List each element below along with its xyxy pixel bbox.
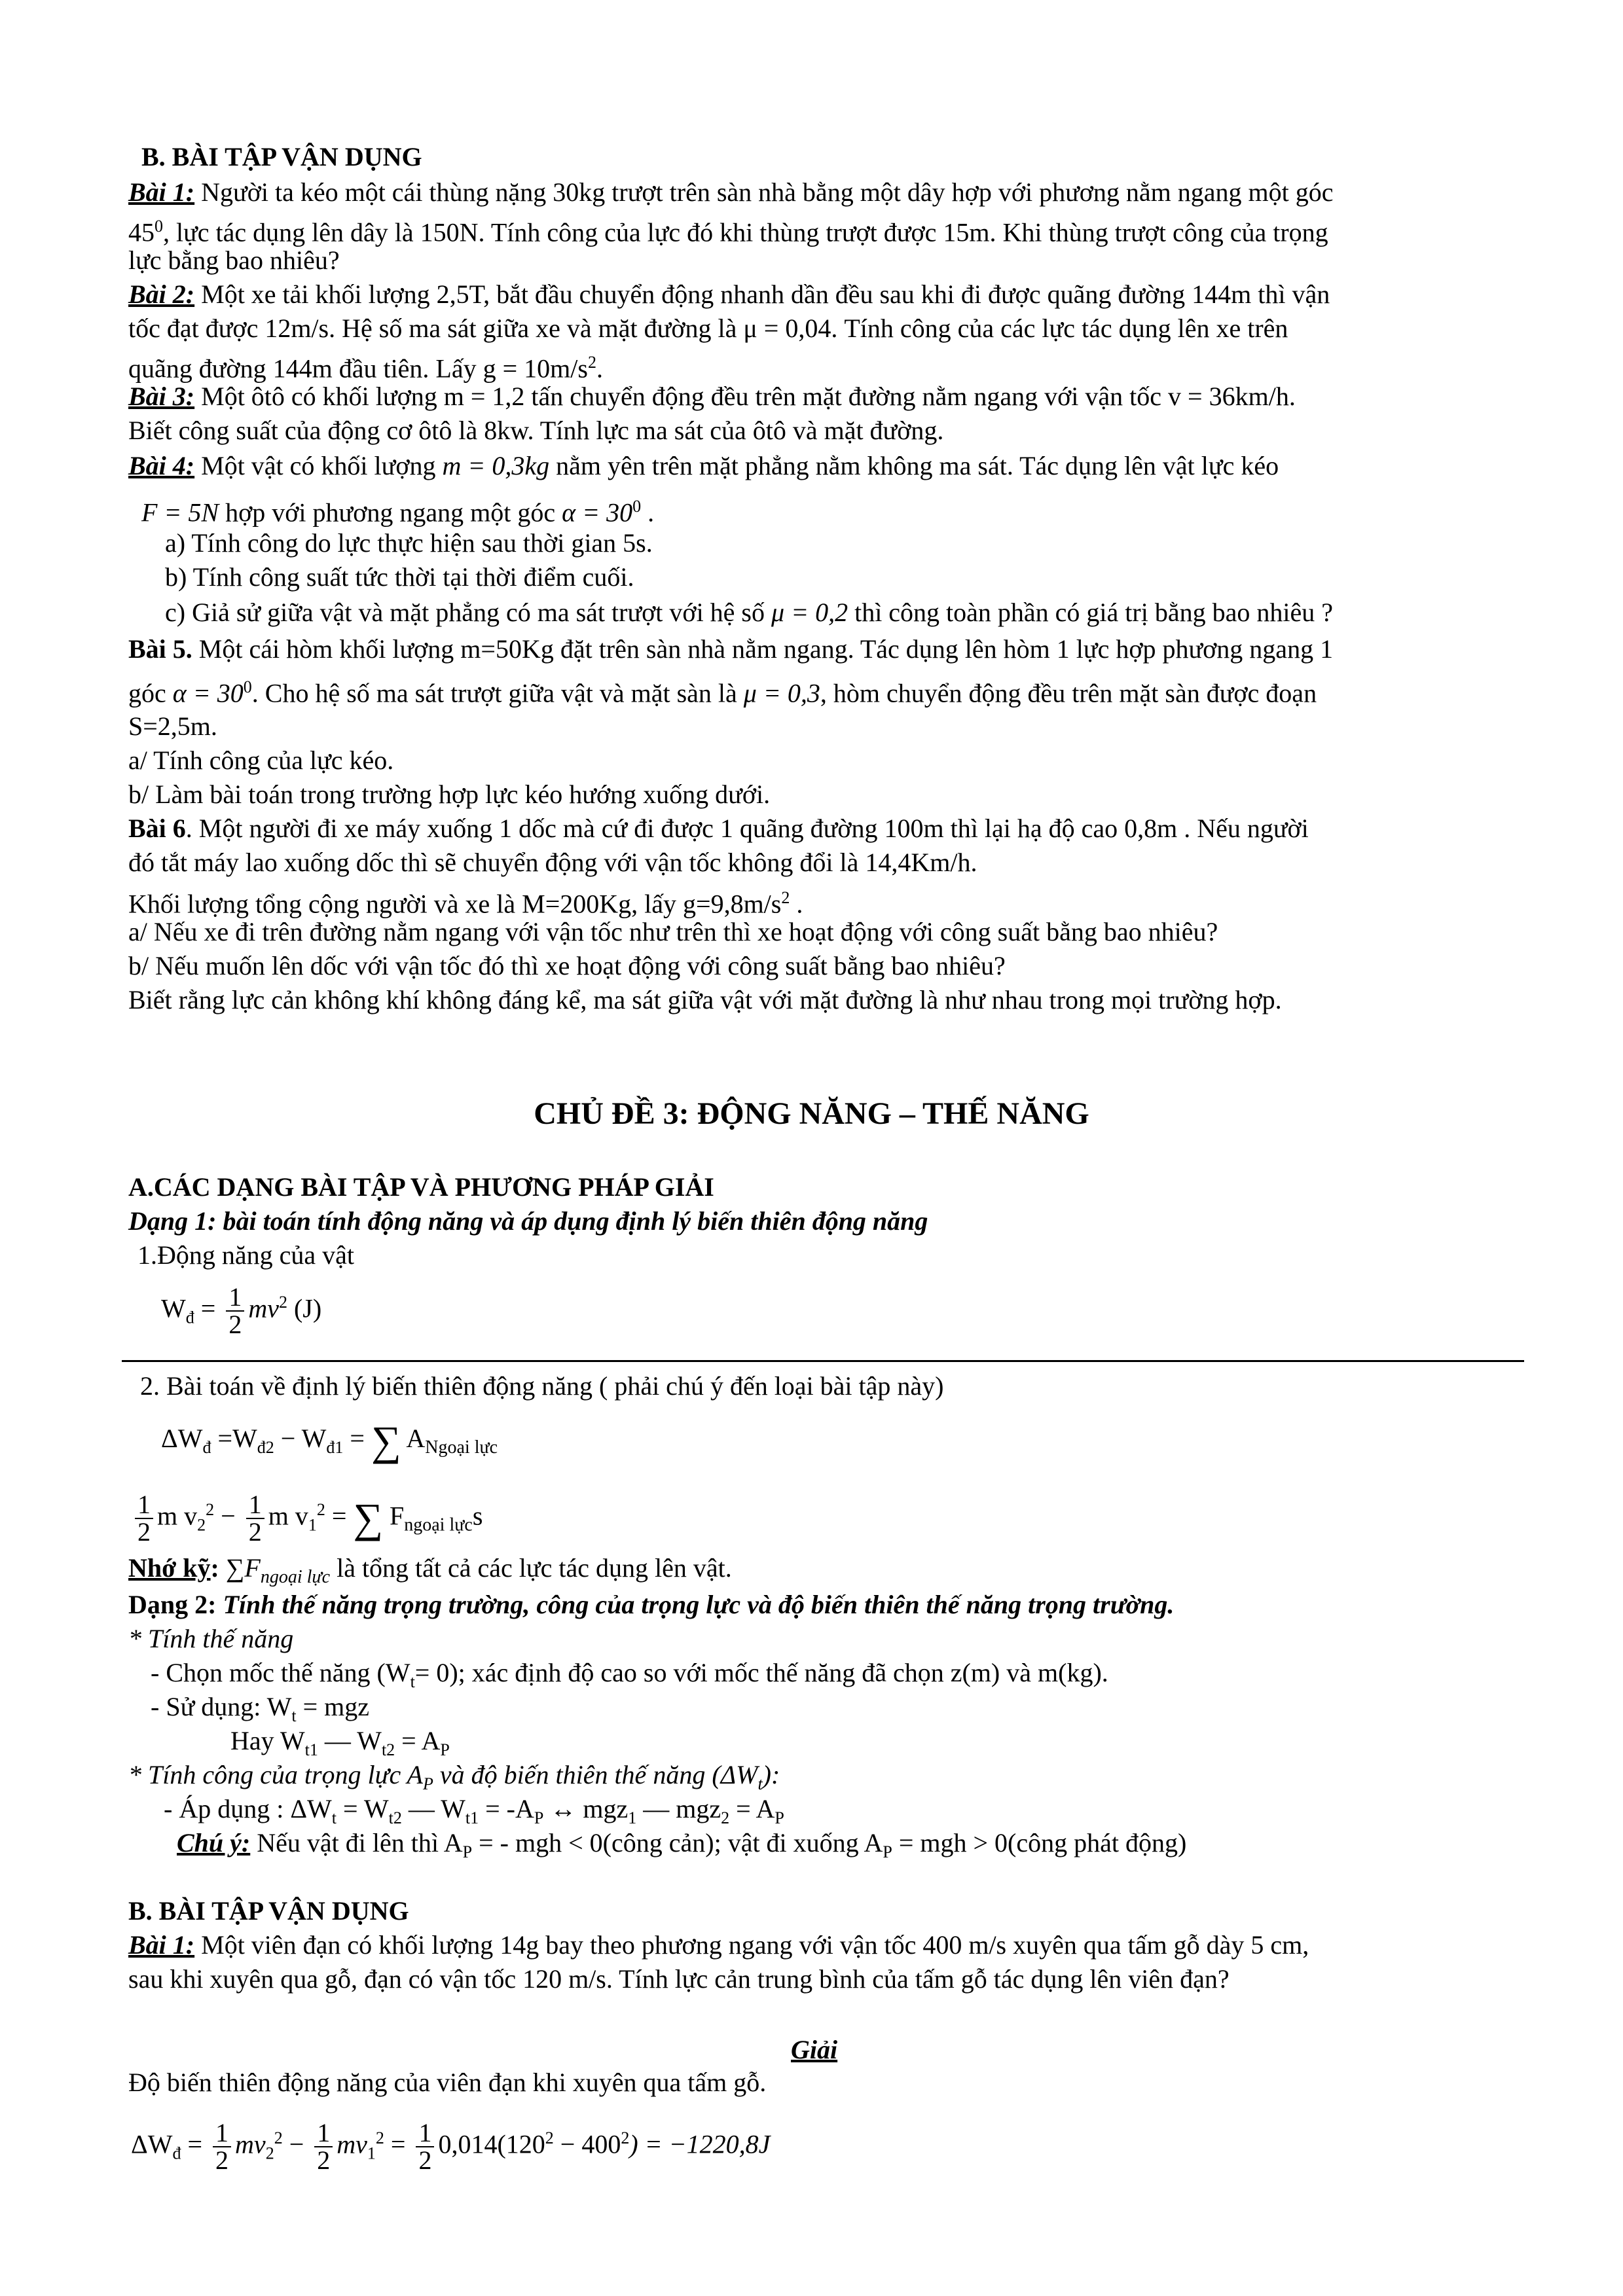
bai5-label: Bài 5.	[128, 634, 192, 664]
bai6-line1: Bài 6. Một người đi xe máy xuống 1 dốc mà cứ đi được 1 quãng đường 100m thì lại hạ độ cao 0,8m . Nếu người	[128, 814, 1309, 843]
bai3-label: Bài 3:	[128, 382, 195, 411]
section-heading-b: B. BÀI TẬP VẬN DỤNG	[141, 142, 422, 171]
bai5-line3: S=2,5m.	[128, 711, 217, 741]
sum-icon-3: ∑	[225, 1553, 245, 1583]
bai6-a: a/ Nếu xe đi trên đường nằm ngang với vận tốc như trên thì xe hoạt động với công suất bằng bao nhiêu?	[128, 917, 1218, 946]
bai4-c: c) Giả sử giữa vật và mặt phẳng có ma sát trượt với hệ số μ = 0,2 thì công toàn phần có giá trị bằng bao nhiêu ?	[165, 598, 1333, 627]
bai3-line1: Bài 3: Một ôtô có khối lượng m = 1,2 tấn chuyển động đều trên mặt đường nằm ngang với vận tốc v = 36km/h.	[128, 382, 1296, 411]
chapter-title: CHỦ ĐỀ 3: ĐỘNG NĂNG – THẾ NĂNG	[534, 1096, 1089, 1131]
kinetic-energy-formula: $W_đ$ = $\frac{1}{2}$ $mv^2$ (J)	[161, 1282, 322, 1340]
bai2-label: Bài 2:	[128, 279, 195, 309]
section-heading-a: A.CÁC DẠNG BÀI TẬP VÀ PHƯƠNG PHÁP GIẢI	[128, 1172, 714, 1202]
bai3-line2: Biết công suất của động cơ ôtô là 8kw. Tính lực ma sát của ôtô và mặt đường.	[128, 416, 944, 445]
bullet-su-dung: - Sử dụng: $W_t$ = mgz	[151, 1692, 370, 1725]
bai6-line2: đó tắt máy lao xuống dốc thì sẽ chuyển động với vận tốc không đổi là 14,4Km/h.	[128, 848, 977, 877]
section-heading-b2: B. BÀI TẬP VẬN DỤNG	[128, 1896, 409, 1926]
tinh-cong-trong-luc: * Tính công của trọng lực $A_P$ và độ biến thiên thế năng $(\Delta W_t)$:	[128, 1760, 780, 1793]
formula-hay: Hay $W_{t1}$ — $W_{t2} = A_P$	[230, 1726, 450, 1759]
giai-heading: Giải	[791, 2035, 838, 2064]
bai5-line2: góc $\alpha = 30^0$. Cho hệ số ma sát trượt giữa vật và mặt sàn là μ = 0,3, hòm chuyển động đều trên mặt sàn được đoạn	[128, 677, 1317, 708]
sum-icon: ∑	[371, 1417, 401, 1464]
dang1-heading: Dạng 1: bài toán tính động năng và áp dụng định lý biến thiên động năng	[128, 1206, 928, 1236]
bai1-line2: $45^0$, lực tác dụng lên dây là 150N. Tính công của lực đó khi thùng trượt được 15m. Khi thùng trượt công của trọng	[128, 217, 1328, 247]
bai2-line1: Bài 2: Một xe tải khối lượng 2,5T, bắt đầu chuyển động nhanh dần đều sau khi đi được quãng đường 144m thì vận	[128, 279, 1330, 309]
bai4-line2: F = 5N hợp với phương ngang một góc $\alpha = 30^0$ .	[141, 497, 655, 528]
bai1-line3: lực bằng bao nhiêu?	[128, 245, 340, 275]
bai1-line1: Bài 1: Người ta kéo một cái thùng nặng 30kg trượt trên sàn nhà bằng một dây hợp với phương nằm ngang một góc	[128, 177, 1334, 207]
ap-dung-line: - Áp dụng : $\Delta W_t = W_{t2}$ — $W_{t1} = -A_P$ ↔ mgz$_1$ — $mgz_2 = A_P$	[164, 1794, 784, 1827]
sum-icon-2: ∑	[353, 1495, 383, 1542]
chu-y-line: Chú ý: Nếu vật đi lên thì $A_P$ = - mgh < 0(công cản); vật đi xuống $A_P$ = mgh > 0(công phát động)	[177, 1828, 1187, 1861]
item2-label: 2. Bài toán về định lý biến thiên động năng ( phải chú ý đến loại bài tập này)	[140, 1371, 944, 1401]
bai4-line1: Bài 4: Một vật có khối lượng m = 0,3kg nằm yên trên mặt phẳng nằm không ma sát. Tác dụng lên vật lực kéo	[128, 451, 1279, 480]
bai6-b: b/ Nếu muốn lên dốc với vận tốc đó thì xe hoạt động với công suất bằng bao nhiêu?	[128, 951, 1006, 980]
divider-line	[122, 1360, 1524, 1362]
b2-bai1-line1: Bài 1: Một viên đạn có khối lượng 14g bay theo phương ngang với vận tốc 400 m/s xuyên qua tấm gỗ dày 5 cm,	[128, 1930, 1309, 1960]
fraction-half-b: $\frac{1}{2}$	[246, 1492, 264, 1545]
fraction-half: $\frac{1}{2}$	[226, 1284, 244, 1338]
bullet-chon-moc: - Chọn mốc thế năng $(W_t= 0)$; xác định độ cao so với mốc thế năng đã chọn z(m) và m(kg).	[151, 1658, 1108, 1691]
b2-bai1-line2: sau khi xuyên qua gỗ, đạn có vận tốc 120 m/s. Tính lực cản trung bình của tấm gỗ tác dụng lên viên đạn?	[128, 1964, 1230, 1994]
fraction-half-d: $\frac{1}{2}$	[314, 2120, 333, 2174]
bai6-label: Bài 6	[128, 814, 186, 843]
nhoky-line: Nhớ kỹ: $\sum F_{ngoại lực}$ là tổng tất cả các lực tác dụng lên vật.	[128, 1553, 732, 1587]
bai5-line1: Bài 5. Một cái hòm khối lượng m=50Kg đặt trên sàn nhà nằm ngang. Tác dụng lên hòm 1 lực hợp phương ngang 1	[128, 634, 1334, 664]
fraction-half-a: $\frac{1}{2}$	[135, 1492, 153, 1545]
work-energy-formula-1: $\Delta W_đ =W_{đ2} - W_{đ1}$ = ∑ $A_{Ngoại lực}$	[161, 1417, 498, 1464]
bai1-label: Bài 1:	[128, 177, 195, 207]
bai4-b: b) Tính công suất tức thời tại thời điểm cuối.	[165, 562, 634, 592]
tinh-the-nang: * Tính thế năng	[128, 1624, 294, 1653]
bai4-a: a) Tính công do lực thực hiện sau thời gian 5s.	[165, 528, 653, 558]
bai6-note: Biết rằng lực cản không khí không đáng kể, ma sát giữa vật với mặt đường là như nhau trong mọi trường hợp.	[128, 985, 1282, 1014]
bai2-line3: quãng đường 144m đầu tiên. Lấy $g = 10m/s^2$.	[128, 353, 603, 384]
work-energy-formula-2: $\frac{1}{2}$ m $v_2^2$ − $\frac{1}{2}$ m $v_1^2$ = ∑ $F_{ngoại lực}s$	[131, 1480, 1512, 1554]
b2-formula: $\Delta W_đ$ = $\frac{1}{2}$ $mv_2^2$ − $\frac{1}{2}$ $mv_1^2$ = $\frac{1}{2}$ $0,014(120^2 - 400^2) = -1220,8J$	[131, 2118, 771, 2176]
bai5-b: b/ Làm bài toán trong trường hợp lực kéo hướng xuống dưới.	[128, 780, 771, 809]
fraction-half-c: $\frac{1}{2}$	[213, 2120, 231, 2174]
bai6-line3: Khối lượng tổng cộng người và xe là M=200Kg, lấy $g=9,8m/s^2$ .	[128, 888, 803, 919]
bai5-a: a/ Tính công của lực kéo.	[128, 745, 394, 775]
dang2-heading: Dạng 2: Tính thế năng trọng trường, công của trọng lực và độ biến thiên thế năng trọng trường.	[128, 1590, 1175, 1619]
item1-label: 1.Động năng của vật	[137, 1240, 355, 1270]
bai2-line2: tốc đạt được 12m/s. Hệ số ma sát giữa xe và mặt đường là μ = 0,04. Tính công của các lực tác dụng lên xe trên	[128, 314, 1288, 343]
fraction-half-e: $\frac{1}{2}$	[416, 2120, 434, 2174]
b2-giai-line: Độ biến thiên động năng của viên đạn khi xuyên qua tấm gỗ.	[128, 2068, 767, 2097]
bai4-label: Bài 4:	[128, 451, 195, 480]
